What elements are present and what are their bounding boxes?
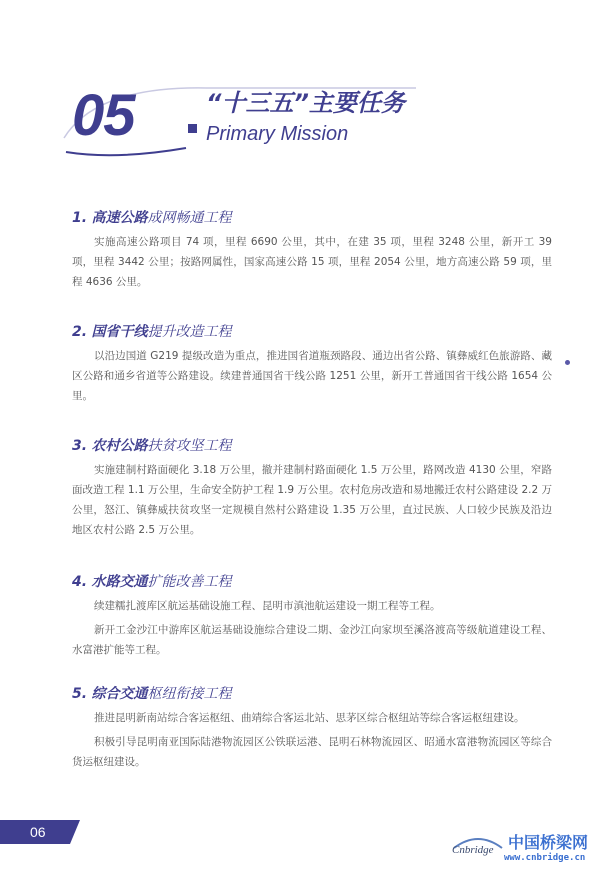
section-heading-rest: 枢纽衔接工程 xyxy=(147,686,232,702)
section-paragraph: 续建糯扎渡库区航运基础设施工程、昆明市滇池航运建设一期工程等工程。 xyxy=(94,600,441,612)
section-paragraph: 实施建制村路面硬化 3.18 万公里，撤并建制村路面硬化 1.5 万公里，路网改造 4130 公里，窄路面改造工程 1.1 万公里，生命安全防护工程 1.9 万公里。农村危房改造和易地搬迁农村公路建设 2.2 万公里，怒江、镇彝威扶贫攻坚一定规模自然村公路建设 1.35 万公里，直过民族、人口较少民族及沿边地区农村公路 2.5 万公里。 xyxy=(72,464,552,536)
section-heading-number: 2. xyxy=(72,324,88,340)
side-decorative-dot xyxy=(565,360,570,365)
watermark-site-name: 中国桥梁网 xyxy=(508,833,589,852)
section-paragraph: 新开工金沙江中游库区航运基础设施综合建设二期、金沙江向家坝至溪洛渡高等级航道建设工程、水富港扩能等工程。 xyxy=(72,624,552,656)
watermark-url: www.cnbridge.cn xyxy=(504,853,586,863)
section-heading-number: 4. xyxy=(72,574,88,590)
section-heading-number: 3. xyxy=(72,438,88,454)
section-heading-rest: 扶贫攻坚工程 xyxy=(147,438,232,454)
section-heading xyxy=(72,208,552,228)
page-title-cn: “十三五”主要任务 xyxy=(206,89,405,117)
section-heading-rest: 扩能改善工程 xyxy=(147,574,232,590)
section-paragraph: 实施高速公路项目 74 项，里程 6690 公里，其中，在建 35 项，里程 3248 公里，新开工 39 项，里程 3442 公里；按路网属性，国家高速公路 15 项，里程 2054 公里，地方高速公路 59 项，里程 4636 公里。 xyxy=(72,236,552,288)
section-heading-rest: 提升改造工程 xyxy=(147,324,232,340)
section-paragraph: 以沿边国道 G219 提级改造为重点，推进国省道瓶颈路段、通边出省公路、镇彝威红色旅游路、藏区公路和通乡省道等公路建设。续建普通国省干线公路 1251 公里，新开工普通国省干线公路 1654 公里。 xyxy=(72,350,552,402)
section-transport-hub xyxy=(72,684,552,772)
section-heading-number: 5. xyxy=(72,686,88,702)
section-number-dot xyxy=(188,124,197,133)
section-heading-keyword: 综合交通 xyxy=(91,686,148,702)
section-heading xyxy=(72,322,552,342)
section-number: 05 xyxy=(72,83,135,148)
section-waterway xyxy=(72,572,552,660)
section-paragraph: 推进昆明新南站综合客运枢纽、曲靖综合客运北站、思茅区综合枢纽站等综合客运枢纽建设。 xyxy=(94,712,525,724)
section-heading xyxy=(72,684,552,704)
section-heading-keyword: 高速公路 xyxy=(91,210,148,226)
section-heading xyxy=(72,572,552,592)
section-rural-roads xyxy=(72,436,552,540)
section-heading-rest: 成网畅通工程 xyxy=(147,210,232,226)
section-paragraph: 积极引导昆明南亚国际陆港物流园区公铁联运港、昆明石林物流园区、昭通水富港物流园区等综合货运枢纽建设。 xyxy=(72,736,552,768)
section-heading-keyword: 农村公路 xyxy=(91,438,148,454)
page-number: 06 xyxy=(30,824,46,840)
page-header xyxy=(56,82,476,162)
section-trunk-roads xyxy=(72,322,552,406)
page-title-en: Primary Mission xyxy=(206,123,349,145)
section-expressway xyxy=(72,208,552,292)
section-heading-keyword: 国省干线 xyxy=(91,324,148,340)
watermark-logo-text: Cnbridge xyxy=(452,844,494,856)
section-heading xyxy=(72,436,552,456)
section-heading-keyword: 水路交通 xyxy=(91,574,148,590)
section-heading-number: 1. xyxy=(72,210,88,226)
